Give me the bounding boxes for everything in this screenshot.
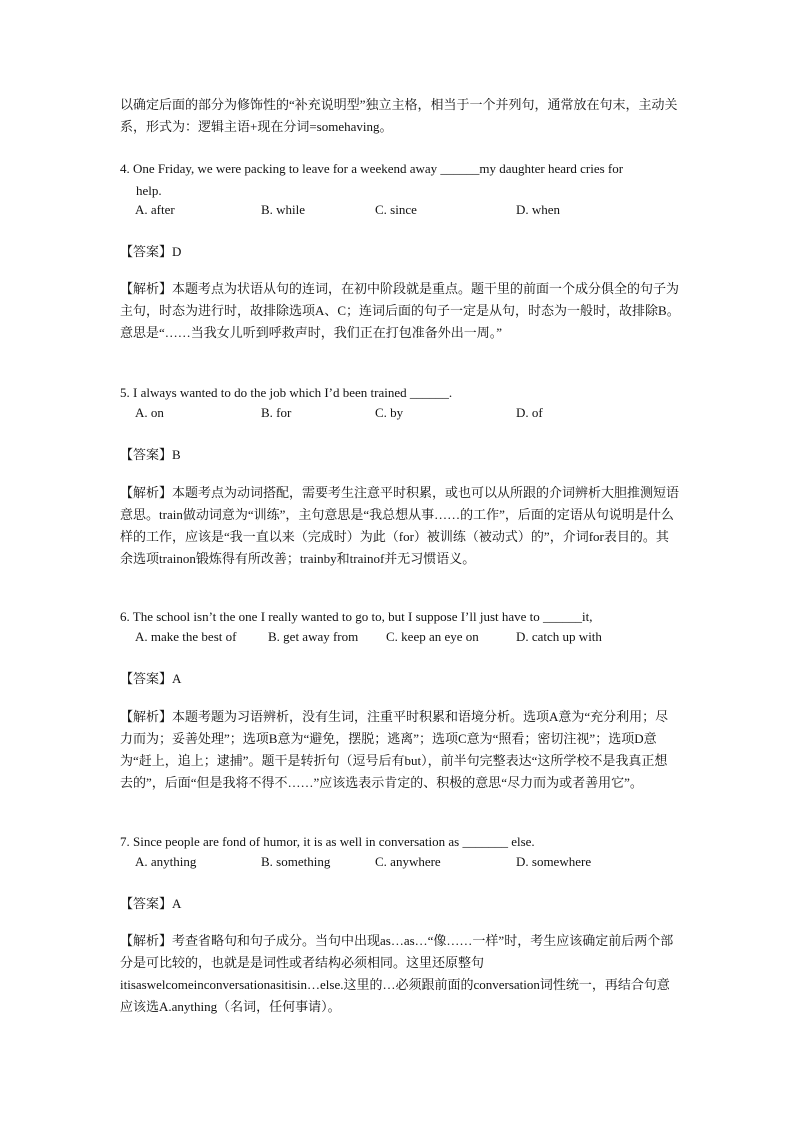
- question-6-option-d: D. catch up with: [516, 629, 602, 644]
- question-6-option-a: A. make the best of: [135, 629, 237, 644]
- question-7-option-b: B. something: [261, 854, 331, 869]
- question-4-option-b: B. while: [261, 202, 306, 217]
- question-4-analysis: 【解析】本题考点为状语从句的连词，在初中阶段就是重点。题干里的前面一个成分俱全的句子为主句，时态为进行时，故排除选项A、C；连词后面的句子一定是从句，时态为一般时，故排除B。意思是“……当我女儿听到呼救声时，我们正在打包准备外出一周。”: [120, 281, 680, 340]
- question-4-answer: 【答案】D: [120, 244, 182, 259]
- question-5-stem: [120, 382, 680, 404]
- question-4-option-a: A. after: [135, 202, 175, 217]
- intro-paragraph: 以确定后面的部分为修饰性的“补充说明型”独立主格，相当于一个并列句，通常放在句末，主动关系，形式为：逻辑主语+现在分词=somehaving。: [120, 97, 678, 134]
- question-6-line1: 6. The school isn’t the one I really wanted to go to, but I suppose I’ll just have to ______it,: [120, 609, 593, 624]
- question-5-option-d: D. of: [516, 405, 543, 420]
- question-7-option-c: C. anywhere: [375, 854, 441, 869]
- question-5-option-c: C. by: [375, 405, 404, 420]
- question-7-stem: [120, 831, 680, 853]
- question-7-option-d: D. somewhere: [516, 854, 592, 869]
- question-5-line1: 5. I always wanted to do the job which I’d been trained ______.: [120, 385, 453, 400]
- question-4-option-c: C. since: [375, 202, 417, 217]
- question-4-line2: help.: [136, 183, 162, 198]
- question-4-line1: 4. One Friday, we were packing to leave for a weekend away ______my daughter heard cries for: [120, 161, 624, 176]
- question-7-line1: 7. Since people are fond of humor, it is as well in conversation as _______ else.: [120, 834, 535, 849]
- question-6-analysis: 【解析】本题考题为习语辨析，没有生词，注重平时积累和语境分析。选项A意为“充分利用；尽力而为；妥善处理”；选项B意为“避免，摆脱；逃离”；选项C意为“照看；密切注视”；选项D意为“赶上，追上；逮捕”。题干是转折句（逗号后有but），前半句完整表达“这所学校不是我真正想去的”，后面“但是我将不得不……”应该选表示肯定的、积极的意思“尽力而为或者善用它”。: [120, 709, 669, 790]
- question-4-options: [135, 202, 695, 222]
- question-5-answer: 【答案】B: [120, 447, 181, 462]
- question-7-analysis: 【解析】考查省略句和句子成分。当句中出现as…as…“像……一样”时，考生应该确定前后两个部分是可比较的，也就是是词性或者结构必须相同。这里还原整句itisaswelcomeinconversationasitisin…else.这里的…必须跟前面的conversation词性统一，再结合句意应该选A.anything（名词，任何事请）。: [120, 933, 674, 1014]
- question-7-options: [135, 854, 695, 874]
- question-6-stem: [120, 606, 680, 628]
- question-7-option-a: A. anything: [135, 854, 197, 869]
- question-4-option-d: D. when: [516, 202, 561, 217]
- question-6-options: [135, 629, 695, 649]
- question-7-answer: 【答案】A: [120, 896, 182, 911]
- question-5-options: [135, 405, 695, 425]
- question-6-option-c: C. keep an eye on: [386, 629, 479, 644]
- question-6-answer: 【答案】A: [120, 671, 182, 686]
- question-6-option-b: B. get away from: [268, 629, 359, 644]
- question-5-analysis: 【解析】本题考点为动词搭配，需要考生注意平时积累，或也可以从所跟的介词辨析大胆推测短语意思。train做动词意为“训练”，主句意思是“我总想从事……的工作”，后面的定语从句说明是什么样的工作，应该是“我一直以来（完成时）为此（for）被训练（被动式）的”，介词for表目的。其余选项trainon锻炼得有所改善；trainby和trainof并无习惯语义。: [120, 485, 680, 566]
- question-4-stem: [120, 158, 680, 202]
- question-5-option-b: B. for: [261, 405, 292, 420]
- question-5-option-a: A. on: [135, 405, 164, 420]
